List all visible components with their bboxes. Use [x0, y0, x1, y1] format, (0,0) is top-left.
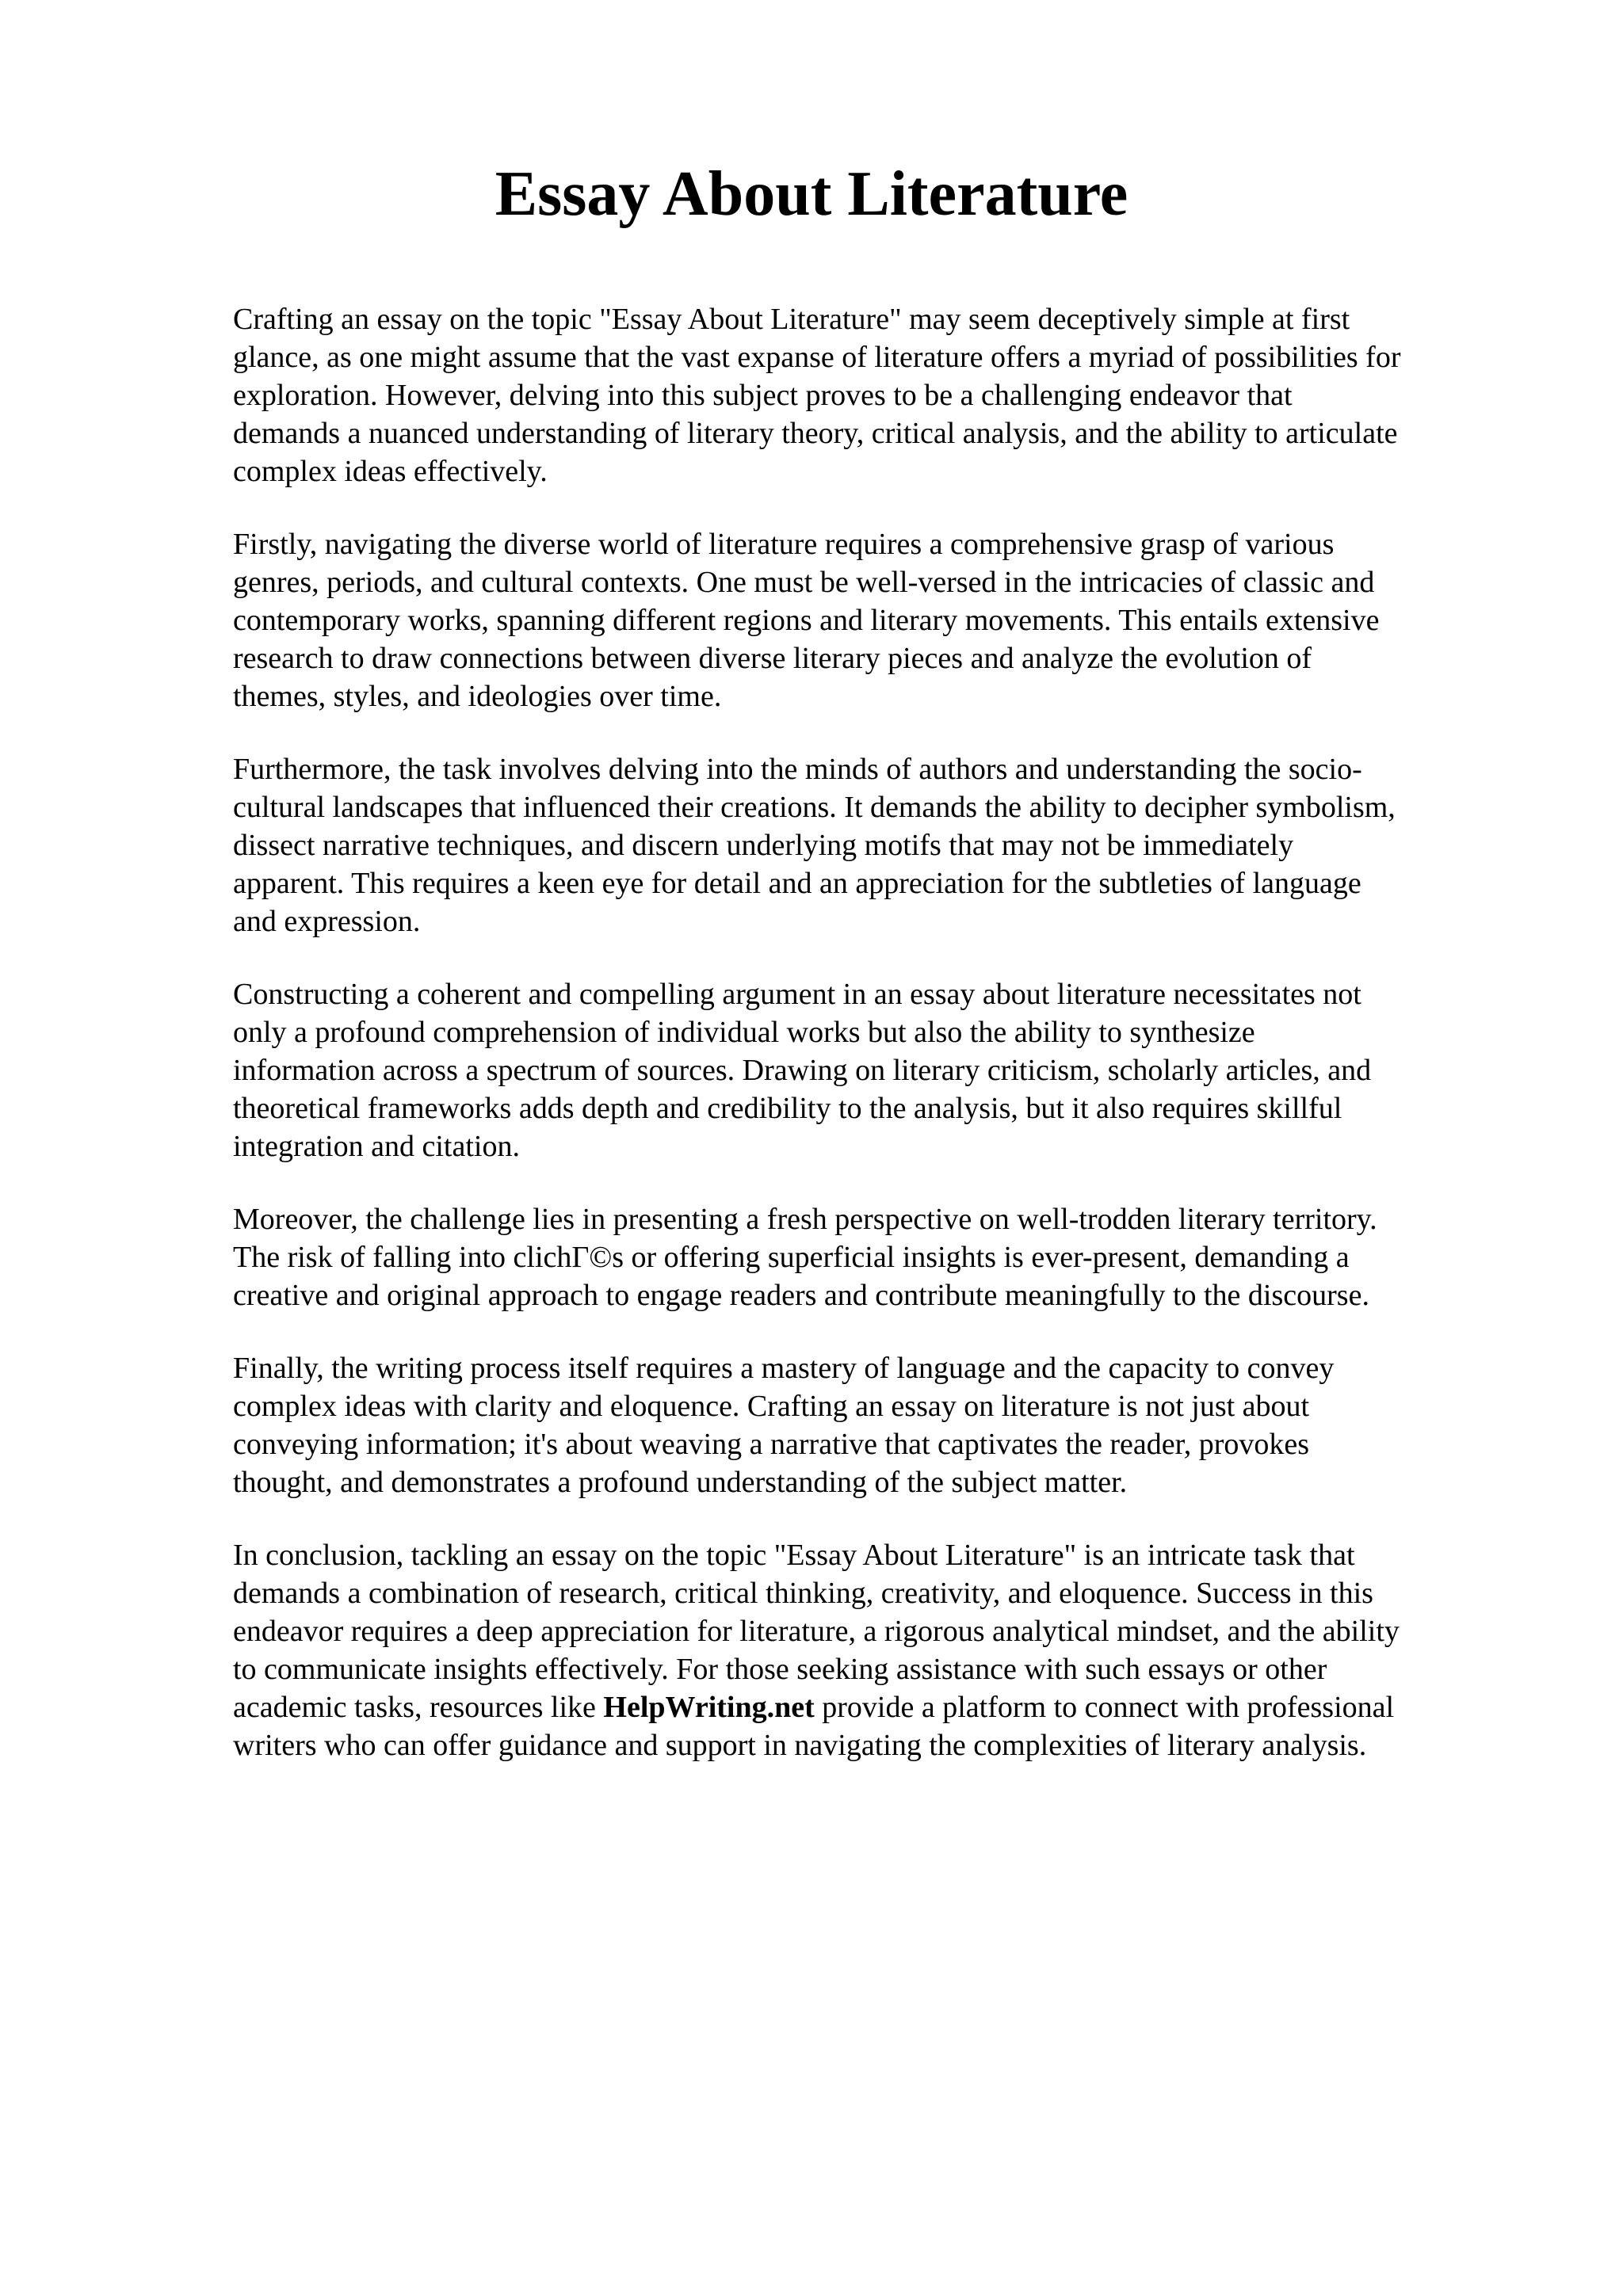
text-line-with-link — [233, 1688, 1517, 1726]
text-line: exploration. However, delving into this subject proves to be a challenging endeavor that — [233, 379, 1293, 412]
paragraph-2 — [233, 525, 1517, 715]
text-line: Moreover, the challenge lies in presenting a fresh perspective on well-trodden literary territory. — [233, 1203, 1377, 1236]
text-line: theoretical frameworks adds depth and credibility to the analysis, but it also requires skillful — [233, 1092, 1342, 1125]
text-line: demands a combination of research, critical thinking, creativity, and eloquence. Success in this — [233, 1577, 1373, 1610]
paragraph-1 — [233, 300, 1517, 490]
text-line: conveying information; it's about weaving a narrative that captivates the reader, provokes — [233, 1428, 1310, 1461]
text-line: writers who can offer guidance and support in navigating the complexities of literary analysis. — [233, 1729, 1367, 1762]
paragraph-3 — [233, 750, 1517, 940]
text-line: complex ideas with clarity and eloquence. Crafting an essay on literature is not just about — [233, 1390, 1310, 1423]
text-line: endeavor requires a deep appreciation for literature, a rigorous analytical mindset, and the ability — [233, 1615, 1400, 1648]
text-line: Finally, the writing process itself requires a mastery of language and the capacity to convey — [233, 1352, 1335, 1385]
text-line: complex ideas effectively. — [233, 455, 548, 488]
text-line: genres, periods, and cultural contexts. One must be well-versed in the intricacies of classic and — [233, 566, 1375, 599]
text-line: research to draw connections between diverse literary pieces and analyze the evolution of — [233, 642, 1312, 675]
text-line: integration and citation. — [233, 1130, 520, 1163]
text-line: information across a spectrum of sources. Drawing on literary criticism, scholarly articles, and — [233, 1054, 1372, 1087]
text-line: demands a nuanced understanding of literary theory, critical analysis, and the ability to articulate — [233, 417, 1398, 450]
text-line: glance, as one might assume that the vast expanse of literature offers a myriad of possibilities for — [233, 341, 1401, 374]
text-line: The risk of falling into clichΓ©s or offering superficial insights is ever-present, demanding a — [233, 1241, 1350, 1274]
text-line: Furthermore, the task involves delving into the minds of authors and understanding the socio- — [233, 753, 1362, 786]
text-line: Firstly, navigating the diverse world of literature requires a comprehensive grasp of various — [233, 528, 1335, 561]
paragraph-5 — [233, 1200, 1517, 1314]
document-title: Essay About Literature — [495, 159, 1128, 229]
text-line: thought, and demonstrates a profound understanding of the subject matter. — [233, 1466, 1128, 1499]
text-line: Crafting an essay on the topic "Essay About Literature" may seem deceptively simple at first — [233, 303, 1350, 336]
link-suffix-text: provide a platform to connect with professional — [814, 1691, 1395, 1724]
text-line: cultural landscapes that influenced their creations. It demands the ability to decipher symbolism, — [233, 791, 1396, 824]
text-line: to communicate insights effectively. For those seeking assistance with such essays or other — [233, 1653, 1327, 1686]
text-line: themes, styles, and ideologies over time. — [233, 680, 722, 713]
link-prefix-text: academic tasks, resources like — [233, 1691, 604, 1724]
text-line: dissect narrative techniques, and discern underlying motifs that may not be immediately — [233, 829, 1294, 862]
text-line: apparent. This requires a keen eye for detail and an appreciation for the subtleties of language — [233, 867, 1361, 900]
paragraph-4 — [233, 975, 1517, 1165]
paragraph-6 — [233, 1349, 1517, 1501]
text-line: only a profound comprehension of individual works but also the ability to synthesize — [233, 1016, 1255, 1049]
paragraph-7 — [233, 1536, 1517, 1764]
text-line: and expression. — [233, 905, 421, 938]
text-line: creative and original approach to engage readers and contribute meaningfully to the discourse. — [233, 1279, 1369, 1312]
text-line: contemporary works, spanning different regions and literary movements. This entails extensive — [233, 604, 1380, 637]
text-line: Constructing a coherent and compelling argument in an essay about literature necessitates not — [233, 978, 1361, 1011]
helpwriting-link[interactable]: HelpWriting.net — [603, 1691, 815, 1724]
document-body — [233, 300, 1517, 1799]
text-line: In conclusion, tackling an essay on the topic "Essay About Literature" is an intricate task that — [233, 1539, 1355, 1572]
